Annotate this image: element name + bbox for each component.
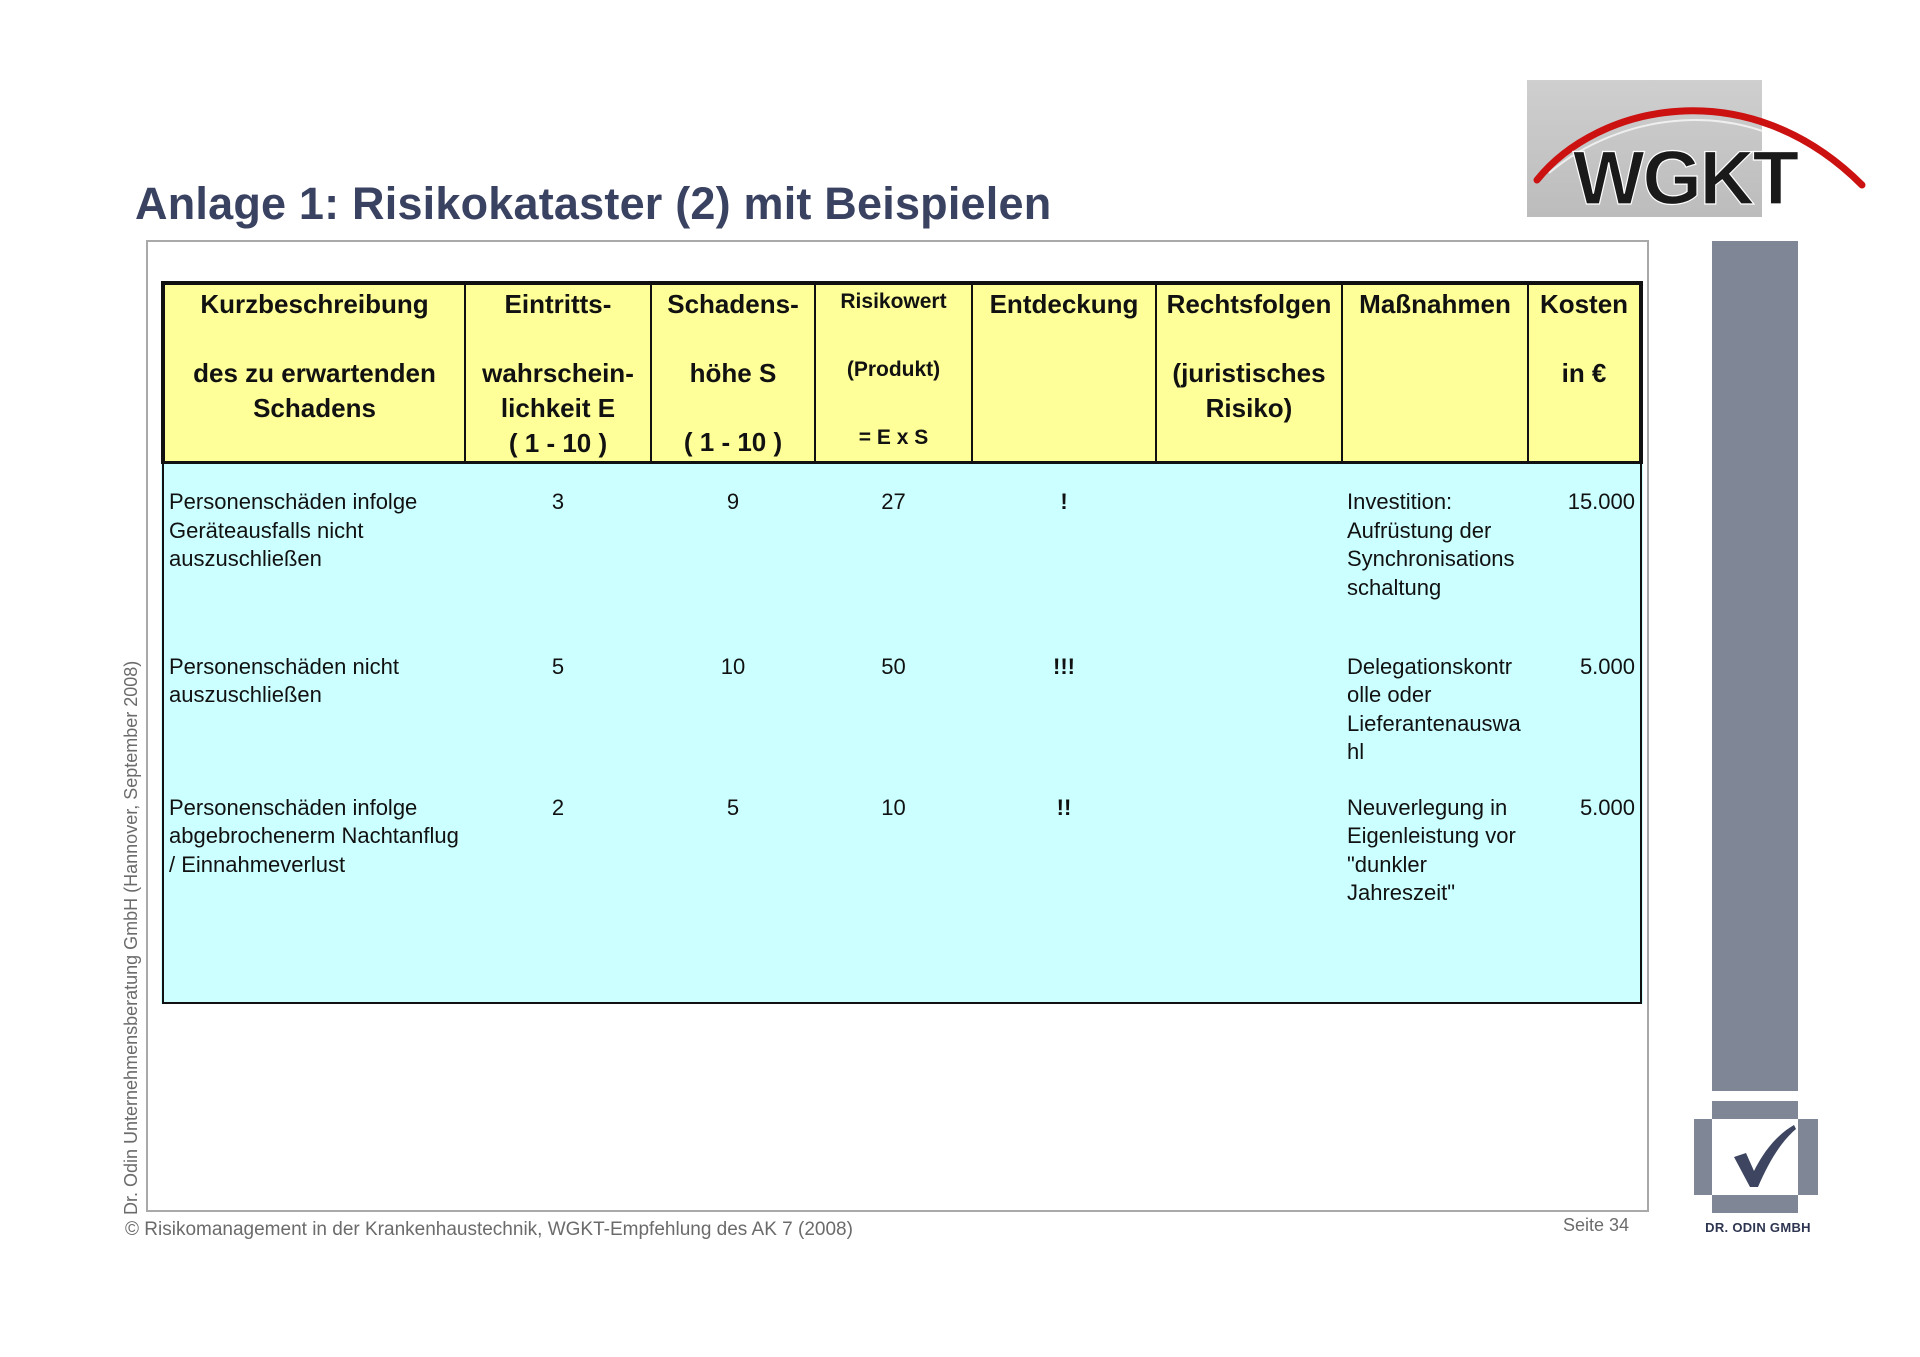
header-eintrittswahrscheinlichkeit: Eintritts- wahrschein- lichkeit E ( 1 - 10 ) xyxy=(465,283,651,463)
cell-severity: 10 xyxy=(720,653,746,679)
cell-risk-value: 10 xyxy=(881,794,906,820)
cell-cost: 5.000 xyxy=(1579,653,1635,679)
cell-severity: 9 xyxy=(726,489,740,514)
cell-cost: 5.000 xyxy=(1579,794,1635,820)
cell-probability: 2 xyxy=(551,794,565,820)
wgkt-logo-graphic xyxy=(1527,80,1867,217)
cell-description: Personenschäden infolge Geräteausfalls nicht auszuschließen xyxy=(169,489,418,571)
odin-check-logo xyxy=(1694,1101,1818,1213)
page-number: Seite 34 xyxy=(1563,1215,1630,1235)
cell-legal xyxy=(1156,774,1342,1003)
cell-severity: 5 xyxy=(726,794,740,820)
header-rechtsfolgen: Rechtsfolgen (juristisches Risiko) xyxy=(1156,283,1342,463)
header-schadenshoehe: Schadens- höhe S ( 1 - 10 ) xyxy=(651,283,815,463)
checkmark-icon xyxy=(1694,1101,1818,1213)
cell-description: Personenschäden nicht auszuschließen xyxy=(169,653,399,707)
wgkt-logo xyxy=(1527,80,1867,217)
cell-detection: !! xyxy=(1056,794,1072,820)
logo-text: WGKT xyxy=(1572,136,1798,217)
cell-cost: 15.000 xyxy=(1567,489,1635,514)
cell-legal xyxy=(1156,463,1342,633)
header-kurzbeschreibung: Kurzbeschreibung des zu erwartenden Schadens xyxy=(163,283,465,463)
cell-legal xyxy=(1156,633,1342,774)
cell-measures: Investition: Aufrüstung der Synchronisations schaltung xyxy=(1347,489,1515,600)
odin-gmbh-label: DR. ODIN GMBH xyxy=(1705,1220,1811,1235)
cell-risk-value: 50 xyxy=(881,653,906,679)
table-header-row xyxy=(163,283,1641,463)
footer-copyright: © Risikomanagement in der Krankenhaustechnik, WGKT-Empfehlung des AK 7 (2008) xyxy=(125,1219,853,1240)
cell-description: Personenschäden infolge abgebrochenerm Nachtanflug / Einnahmeverlust xyxy=(169,794,459,877)
header-kosten: Kosten in € xyxy=(1528,283,1641,463)
cell-probability: 5 xyxy=(551,653,565,679)
header-massnahmen: Maßnahmen xyxy=(1342,283,1528,463)
cell-risk-value: 27 xyxy=(881,489,906,514)
cell-probability: 3 xyxy=(551,489,565,514)
cell-detection: ! xyxy=(1060,489,1068,514)
table-row xyxy=(163,463,1641,633)
header-entdeckung: Entdeckung xyxy=(972,283,1156,463)
table-row xyxy=(163,633,1641,774)
vertical-credit: Dr. Odin Unternehmensberatung GmbH (Hannover, September 2008) xyxy=(121,660,141,1215)
page-title: Anlage 1: Risikokataster (2) mit Beispielen xyxy=(135,178,1052,229)
table-row xyxy=(163,774,1641,1003)
cell-detection: !!! xyxy=(1053,653,1075,679)
cell-measures: Neuverlegung in Eigenleistung vor "dunkler Jahreszeit" xyxy=(1347,794,1516,905)
cell-measures: Delegationskontr olle oder Lieferantenauswa hl xyxy=(1347,653,1521,764)
sidebar-bar xyxy=(1712,241,1798,1091)
risk-register-table xyxy=(161,281,1643,1004)
header-risikowert: Risikowert (Produkt) = E x S xyxy=(815,283,972,463)
